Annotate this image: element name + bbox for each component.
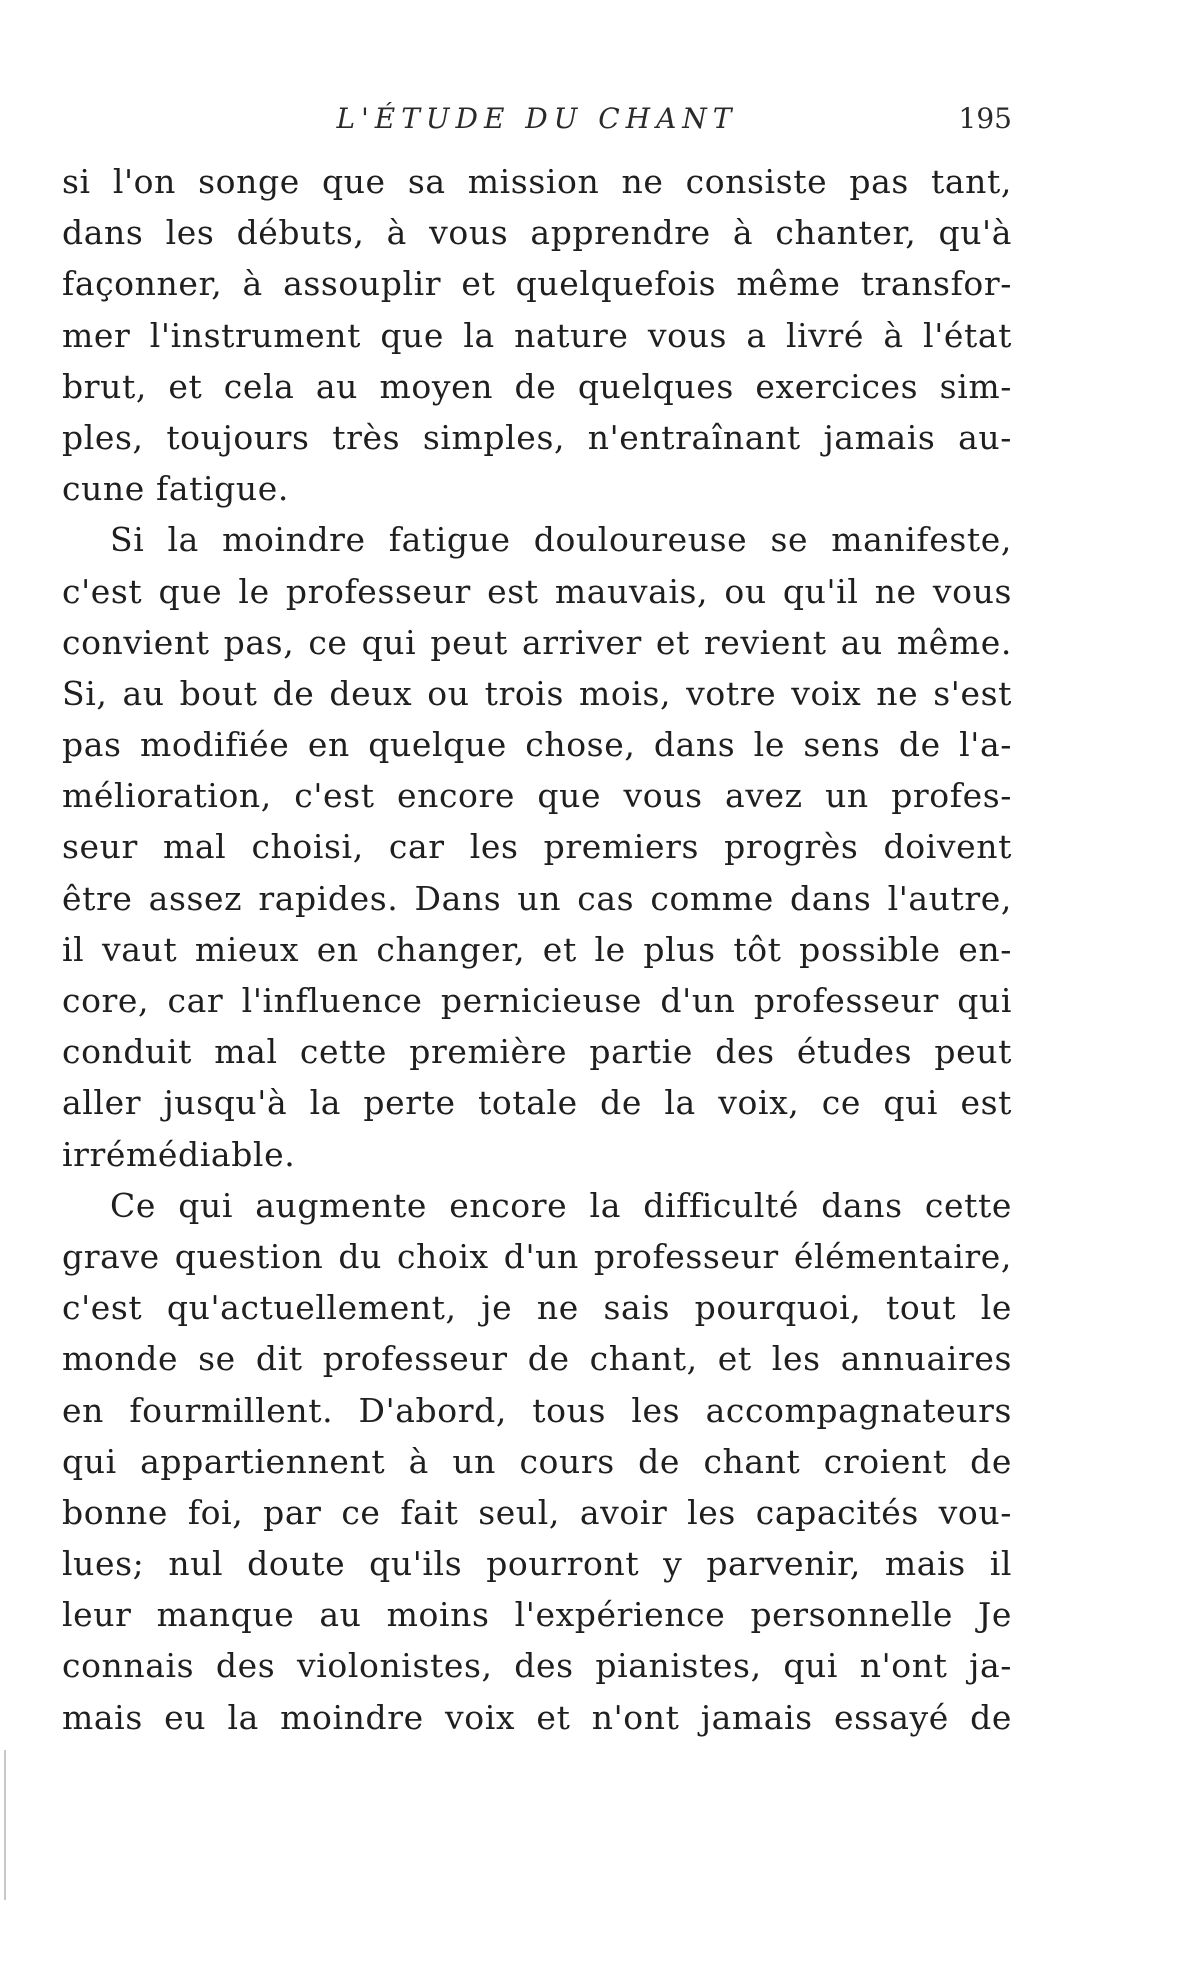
text-line: irrémédiable. bbox=[62, 1134, 296, 1174]
text-line: monde se dit professeur de chant, et les annuaires bbox=[62, 1339, 1012, 1379]
text-line: mer l'instrument que la nature vous a livré à l'état bbox=[62, 315, 1012, 355]
text-line: qui appartiennent à un cours de chant croient de bbox=[62, 1441, 1012, 1481]
text-line: brut, et cela au moyen de quelques exercices sim- bbox=[62, 366, 1012, 406]
text-line: pas modifiée en quelque chose, dans le sens de l'a- bbox=[62, 725, 1012, 765]
text-line: ples, toujours très simples, n'entraînant jamais au- bbox=[62, 417, 1012, 457]
text-line: en fourmillent. D'abord, tous les accompagnateurs bbox=[62, 1390, 1012, 1430]
running-title: L'ÉTUDE DU CHANT bbox=[336, 102, 738, 135]
text-line: leur manque au moins l'expérience personnelle Je bbox=[62, 1595, 1012, 1635]
text-line: lues; nul doute qu'ils pourront y parvenir, mais il bbox=[62, 1544, 1012, 1584]
text-line: c'est que le professeur est mauvais, ou qu'il ne vous bbox=[62, 571, 1012, 611]
text-line: conduit mal cette première partie des études peut bbox=[62, 1032, 1012, 1072]
text-line: convient pas, ce qui peut arriver et revient au même. bbox=[62, 622, 1012, 662]
text-line: il vaut mieux en changer, et le plus tôt possible en- bbox=[62, 929, 1012, 969]
text-line: bonne foi, par ce fait seul, avoir les capacités vou- bbox=[62, 1492, 1012, 1532]
page-header bbox=[62, 102, 1012, 142]
text-line: si l'on songe que sa mission ne consiste pas tant, bbox=[62, 162, 1012, 201]
text-line: Si la moindre fatigue douloureuse se manifeste, bbox=[110, 520, 1012, 560]
text-line: Si, au bout de deux ou trois mois, votre voix ne s'est bbox=[62, 673, 1012, 713]
text-line: mélioration, c'est encore que vous avez un profes- bbox=[62, 776, 1012, 816]
page-number: 195 bbox=[958, 102, 1012, 135]
text-line: connais des violonistes, des pianistes, qui n'ont ja- bbox=[62, 1646, 1012, 1686]
text-line: cune fatigue. bbox=[62, 469, 289, 509]
text-line: être assez rapides. Dans un cas comme dans l'autre, bbox=[62, 878, 1012, 918]
text-line: Ce qui augmente encore la difficulté dans cette bbox=[110, 1185, 1012, 1225]
text-line: façonner, à assouplir et quelquefois même transfor- bbox=[62, 264, 1012, 304]
margin-mark bbox=[4, 1750, 6, 1900]
text-line: aller jusqu'à la perte totale de la voix, ce qui est bbox=[62, 1083, 1012, 1123]
text-line: dans les débuts, à vous apprendre à chanter, qu'à bbox=[62, 213, 1012, 253]
body-text bbox=[62, 156, 1012, 1743]
text-line: seur mal choisi, car les premiers progrès doivent bbox=[62, 827, 1012, 867]
text-line: core, car l'influence pernicieuse d'un professeur qui bbox=[62, 981, 1012, 1020]
text-line: mais eu la moindre voix et n'ont jamais essayé de bbox=[62, 1697, 1012, 1737]
text-line: c'est qu'actuellement, je ne sais pourquoi, tout le bbox=[62, 1288, 1012, 1328]
text-line: grave question du choix d'un professeur élémentaire, bbox=[62, 1236, 1012, 1276]
